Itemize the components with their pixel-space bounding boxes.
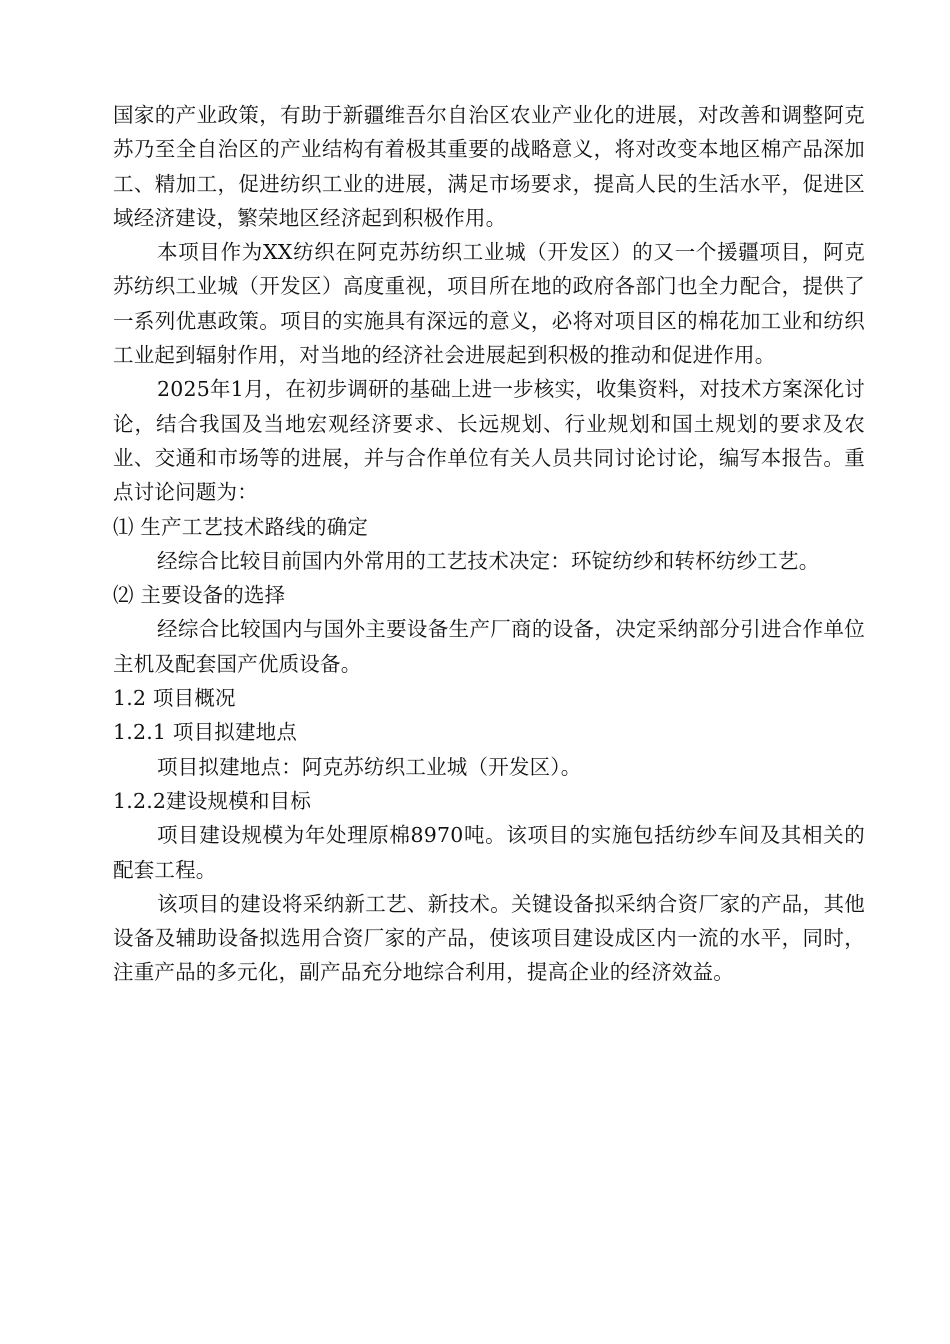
paragraph-technology: 该项目的建设将采纳新工艺、新技术。关键设备拟采纳合资厂家的产品，其他设备及辅助设备拟选用合资厂家的产品，使该项目建设成区内一流的水平，同时，注重产品的多元化，副产品充分地综合利用，提高企业的经济效益。	[113, 891, 865, 985]
paragraph-construction-scale: 项目建设规模为年处理原棉8970吨。该项目的实施包括纺纱车间及其相关的配套工程。	[113, 823, 865, 882]
paragraph-location: 项目拟建地点：阿克苏纺织工业城（开发区）。	[157, 754, 582, 779]
paragraph-industry-policy: 国家的产业政策，有助于新疆维吾尔自治区农业产业化的进展，对改善和调整阿克苏乃至全自治区的产业结构有着极其重要的战略意义，将对改变本地区棉产品深加工、精加工，促进纺织工业的进展，满足市场要求，提高人民的生活水平，促进区域经济建设，繁荣地区经济起到积极作用。	[113, 103, 865, 230]
paragraph-project-background: 本项目作为XX纺织在阿克苏纺织工业城（开发区）的又一个援疆项目，阿克苏纺织工业城（开发区）高度重视，项目所在地的政府各部门也全力配合，提供了一系列优惠政策。项目的实施具有深远的意义，必将对项目区的棉花加工业和纺织工业起到辐射作用，对当地的经济社会进展起到积极的推动和促进作用。	[113, 240, 865, 368]
subsection-heading-location: 1.2.1 项目拟建地点	[113, 720, 298, 745]
paragraph-research-process: 2025年1月，在初步调研的基础上进一步核实，收集资料，对技术方案深化讨论，结合我国及当地宏观经济要求、长远规划、行业规划和国土规划的要求及农业、交通和市场等的进展，并与合作单位有关人员共同讨论讨论，编写本报告。重点讨论问题为：	[113, 377, 865, 505]
item-process-route: ⑴ 生产工艺技术路线的确定	[113, 514, 369, 539]
section-heading-project-overview: 1.2 项目概况	[113, 686, 236, 711]
paragraph-equipment-decision: 经综合比较国内与国外主要设备生产厂商的设备，决定采纳部分引进合作单位主机及配套国产优质设备。	[113, 617, 865, 676]
paragraph-process-decision: 经综合比较目前国内外常用的工艺技术决定：环锭纺纱和转杯纺纱工艺。	[157, 548, 820, 573]
document-page	[113, 98, 865, 990]
subsection-heading-scale-goals: 1.2.2建设规模和目标	[113, 788, 312, 813]
item-equipment-selection: ⑵ 主要设备的选择	[113, 583, 286, 608]
